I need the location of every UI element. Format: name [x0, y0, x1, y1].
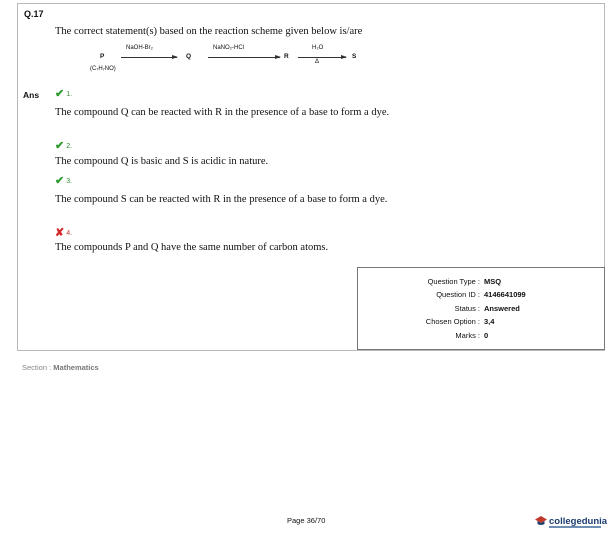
- reaction-arrow-3: [298, 57, 346, 58]
- section-value: Mathematics: [53, 363, 99, 372]
- reagent-2: NaNO₂-HCl: [213, 45, 244, 51]
- check-icon: ✔: [55, 140, 65, 152]
- question-number: Q.17: [24, 9, 44, 19]
- option-3-text: The compound S can be reacted with R in the presence of a base to form a dye.: [55, 194, 388, 205]
- question-text: The correct statement(s) based on the reaction scheme given below is/are: [55, 26, 363, 37]
- reagent-3: H₂O: [312, 45, 324, 51]
- answer-label: Ans: [23, 90, 40, 100]
- option-2-number: ✔ 2.: [55, 140, 73, 152]
- reaction-arrow-2: [208, 57, 280, 58]
- check-icon: ✔: [55, 88, 65, 100]
- graduation-cap-icon: [535, 515, 547, 527]
- cross-icon: ✘: [55, 227, 65, 239]
- check-icon: ✔: [55, 175, 65, 187]
- reaction-scheme: [18, 4, 606, 94]
- logo-tagline: [549, 526, 601, 528]
- option-4-number: ✘ 4.: [55, 227, 73, 239]
- reaction-arrow-1: [121, 57, 177, 58]
- option-2-text: The compound Q is basic and S is acidic in nature.: [55, 156, 269, 167]
- option-1-number: ✔ 1.: [55, 88, 73, 100]
- question-panel: [17, 3, 605, 351]
- option-3-number: ✔ 3.: [55, 175, 73, 187]
- option-4-text: The compounds P and Q have the same number of carbon atoms.: [55, 242, 329, 253]
- page-number: Page 36/70: [287, 516, 326, 525]
- reagent-3-heat: Δ: [315, 59, 320, 65]
- compound-q: Q: [186, 53, 192, 60]
- logo-text: collegedunia: [549, 515, 608, 527]
- compound-p-formula: (C₇H₇NO): [90, 66, 116, 72]
- option-1-text: The compound Q can be reacted with R in the presence of a base to form a dye.: [55, 107, 390, 118]
- reagent-1: NaOH-Br₂: [126, 45, 153, 51]
- collegedunia-logo: [535, 515, 607, 527]
- compound-s: S: [352, 53, 357, 60]
- compound-p: P: [100, 53, 105, 60]
- question-info-box: Question Type : MSQ Question ID : 4146641099 Status : Answered Chosen Option : 3,4 Marks : 0: [357, 267, 605, 350]
- section-label: Section : Mathematics: [22, 363, 99, 372]
- compound-r: R: [284, 53, 289, 60]
